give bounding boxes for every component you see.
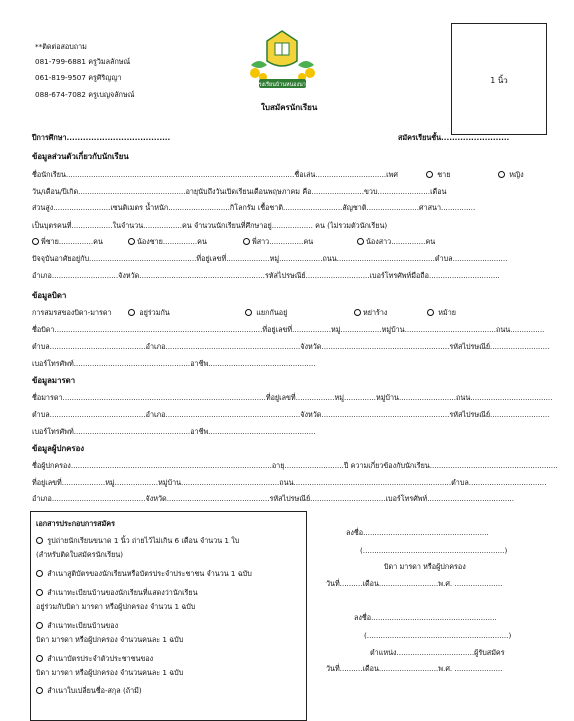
marital-status-label: การสมรสของบิดา-มารดา [32, 308, 112, 317]
status-widowed-label: หม้าย [438, 308, 457, 317]
guardian-signature-role: บิดา มารดา หรือผู้ปกครอง [384, 562, 466, 571]
older-sister-radio[interactable] [243, 238, 250, 245]
guardian-signature-date: วันที่..........เดือน..........................พ.ศ. ..................... [326, 579, 503, 588]
separated-radio[interactable] [245, 309, 252, 316]
doc-item-photo[interactable] [36, 536, 239, 545]
logo-banner-text: โรงเรียนบ้านหนองนาก [255, 82, 310, 88]
documents-box [30, 511, 307, 721]
younger-sister-radio[interactable] [357, 238, 364, 245]
doc-item-house-reg-cont: อยู่ร่วมกับบิดา มารดา หรือผู้ปกครอง จำนวน 1 ฉบับ [36, 602, 196, 611]
doc-item-parent-id-cont: บิดา มารดา หรือผู้ปกครอง จำนวนคนละ 1 ฉบับ [36, 668, 184, 677]
sibling-older-brother[interactable] [32, 237, 103, 246]
academic-year: ปีการศึกษา...................................... [32, 133, 171, 142]
section-father: ข้อมูลบิดา [32, 291, 67, 300]
section-student: ข้อมูลส่วนตัวเกี่ยวกับนักเรียน [32, 152, 129, 161]
doc-parent-id-checkbox[interactable] [36, 655, 43, 662]
sibling-younger-brother[interactable] [128, 237, 207, 246]
male-radio[interactable] [426, 171, 433, 178]
student-district-line: อำเภอ.............................จังหวัด.......................................................รหัสไปรษณีย์............................เบอร์โทรศัพท์มือถือ............................... [32, 271, 500, 280]
doc-item-label: รูปถ่ายนักเรียนขนาด 1 นิ้ว ถ่ายไว้ไม่เกิน 6 เดือน จำนวน 1 ใบ [47, 536, 240, 545]
sex-male-option[interactable] [426, 170, 450, 179]
doc-item-label: สำเนาบัตรประจำตัวประชาชนของ [47, 654, 154, 663]
doc-name-change-checkbox[interactable] [36, 687, 43, 694]
receiver-signature-name: (..............................................................) [364, 631, 512, 640]
female-radio[interactable] [498, 171, 505, 178]
sex-female-label: หญิง [509, 170, 524, 179]
doc-item-house-reg[interactable] [36, 588, 198, 597]
student-living-with-line: ปัจจุบันอาศัยอยู่กับ...............................................ที่อยู่เลขที่...................หมู่...................ถนน...........................................ตำบล........................ [32, 254, 508, 263]
receiver-signature-date: วันที่..........เดือน..........................พ.ศ. ..................... [326, 664, 503, 673]
doc-item-label: สำเนาทะเบียนบ้านของนักเรียนที่แสดงว่านักเรียน [47, 588, 198, 597]
younger-brother-label: น้องชาย...............คน [137, 237, 207, 246]
doc-item-label: สำเนาสูติบัตรของนักเรียนหรือบัตรประจำประชาชน จำนวน 1 ฉบับ [47, 569, 252, 578]
section-guardian: ข้อมูลผู้ปกครอง [32, 444, 85, 453]
apply-grade: สมัครเรียนชั้น......................... [398, 133, 510, 142]
father-name-line: ชื่อบิดา...........................................................................................ที่อยู่เลขที่.................หมู่..................หมู่บ้าน........................................ถนน............... [32, 325, 545, 334]
widowed-radio[interactable] [427, 309, 434, 316]
divorced-radio[interactable] [354, 309, 361, 316]
younger-brother-radio[interactable] [128, 238, 135, 245]
doc-parent-house-reg-checkbox[interactable] [36, 622, 43, 629]
guardian-address-line: ที่อยู่เลขที่...................หมู่...................หมู่บ้าน...........................................ถนน.....................................................................ตำบล.................................. [32, 478, 547, 487]
doc-item-parent-house-reg[interactable] [36, 621, 118, 630]
guardian-district-line: อำเภอ.........................................จังหวัด.............................................รหัสไปรษณีย์.................................เบอร์โทรศัพท์...................................... [32, 494, 515, 503]
older-sister-label: พี่สาว...............คน [252, 237, 314, 246]
student-body-line: ส่วนสูง.........................เซนติเมตร น้ำหนัก...........................กิโลกรัม เชื้อชาติ..........................สัญชาติ.......................ศาสนา............... [32, 203, 476, 212]
contact-phone-3: 088-674-7082 ครูเบญจลักษณ์ [35, 90, 135, 99]
mother-subdistrict-line: ตำบล..........................................อำเภอ...........................................................จังหวัด........................................................รหัสไปรษณีย์.......................... [32, 410, 550, 419]
doc-item-label: สำเนาทะเบียนบ้านของ [47, 621, 119, 630]
contact-phone-1: 081-799-6881 ครูวิมลลักษณ์ [35, 57, 131, 66]
status-separated-label: แยกกันอยู่ [256, 308, 288, 317]
doc-item-parent-id[interactable] [36, 654, 153, 663]
doc-item-note: (สำหรับติดใบสมัครนักเรียน) [36, 550, 124, 559]
mother-phone-line: เบอร์โทรศัพท์...................................................อาชีพ............................................... [32, 427, 316, 436]
sibling-younger-sister[interactable] [357, 237, 435, 246]
older-brother-radio[interactable] [32, 238, 39, 245]
father-subdistrict-line: ตำบล..........................................อำเภอ...........................................................จังหวัด........................................................รหัสไปรษณีย์.......................... [32, 342, 550, 351]
section-mother: ข้อมูลมารดา [32, 376, 76, 385]
sex-female-option[interactable] [498, 170, 524, 179]
contact-phone-2: 061-819-9507 ครูศิริญญา [35, 73, 122, 82]
documents-title: เอกสารประกอบการสมัคร [36, 519, 115, 528]
receiver-position: ตำแหน่ง..................................ผู้รับสมัคร [370, 648, 505, 657]
older-brother-label: พี่ชาย...............คน [41, 237, 103, 246]
status-divorced-label: หย่าร้าง [363, 308, 388, 317]
status-together-label: อยู่ร่วมกัน [139, 308, 170, 317]
doc-item-name-change[interactable] [36, 686, 142, 695]
status-widowed[interactable] [427, 308, 456, 317]
sex-male-label: ชาย [437, 170, 451, 179]
student-name-line: ชื่อนักเรียน....................................................................................................ชื่อเล่น...............................เพศ [32, 170, 398, 179]
sibling-older-sister[interactable] [243, 237, 313, 246]
photo-box [451, 23, 547, 135]
doc-item-parent-house-reg-cont: บิดา มารดา หรือผู้ปกครอง จำนวนคนละ 1 ฉบับ [36, 635, 184, 644]
contact-title: **ติดต่อสอบถาม [35, 42, 87, 51]
younger-sister-label: น้องสาว...............คน [366, 237, 436, 246]
student-dob-line: วัน/เดือน/ปีเกิด...............................................อายุนับถึงวันเปิดเรียนเดือนพฤษภาคม คือ.......................ขวบ.......................เดือน [32, 187, 447, 196]
doc-photo-checkbox[interactable] [36, 537, 43, 544]
doc-house-reg-checkbox[interactable] [36, 589, 43, 596]
form-title: ใบสมัครนักเรียน [261, 103, 318, 112]
guardian-signature-line: ลงชื่อ....................................................... [346, 528, 489, 537]
photo-size-label: 1 นิ้ว [490, 76, 508, 85]
doc-item-label: สำเนาใบเปลี่ยนชื่อ-สกุล (ถ้ามี) [47, 686, 142, 695]
guardian-signature-name: (..............................................................) [360, 546, 508, 555]
together-radio[interactable] [128, 309, 135, 316]
status-divorced[interactable] [354, 308, 387, 317]
father-phone-line: เบอร์โทรศัพท์...................................................อาชีพ............................................... [32, 359, 316, 368]
doc-birth-cert-checkbox[interactable] [36, 570, 43, 577]
receiver-signature-line: ลงชื่อ....................................................... [354, 613, 497, 622]
student-sibling-order-line: เป็นบุตรคนที่..................ในจำนวน.................คน จำนวนนักเรียนที่ศึกษาอยู่.................. คน (ไม่รวมตัวนักเรียน) [32, 221, 388, 230]
mother-name-line: ชื่อมารดา.........................................................................................ที่อยู่เลขที่.................หมู่..............หมู่บ้าน.........................ถนน.................................... [32, 393, 553, 402]
guardian-name-line: ชื่อผู้ปกครอง........................................................................................อายุ..........................ปี ความเกี่ยวข้องกับนักเรียน........................................................ [32, 461, 558, 470]
school-logo [245, 27, 320, 99]
status-separated[interactable] [245, 308, 287, 317]
doc-item-birth-cert[interactable] [36, 569, 252, 578]
status-together[interactable] [128, 308, 170, 317]
